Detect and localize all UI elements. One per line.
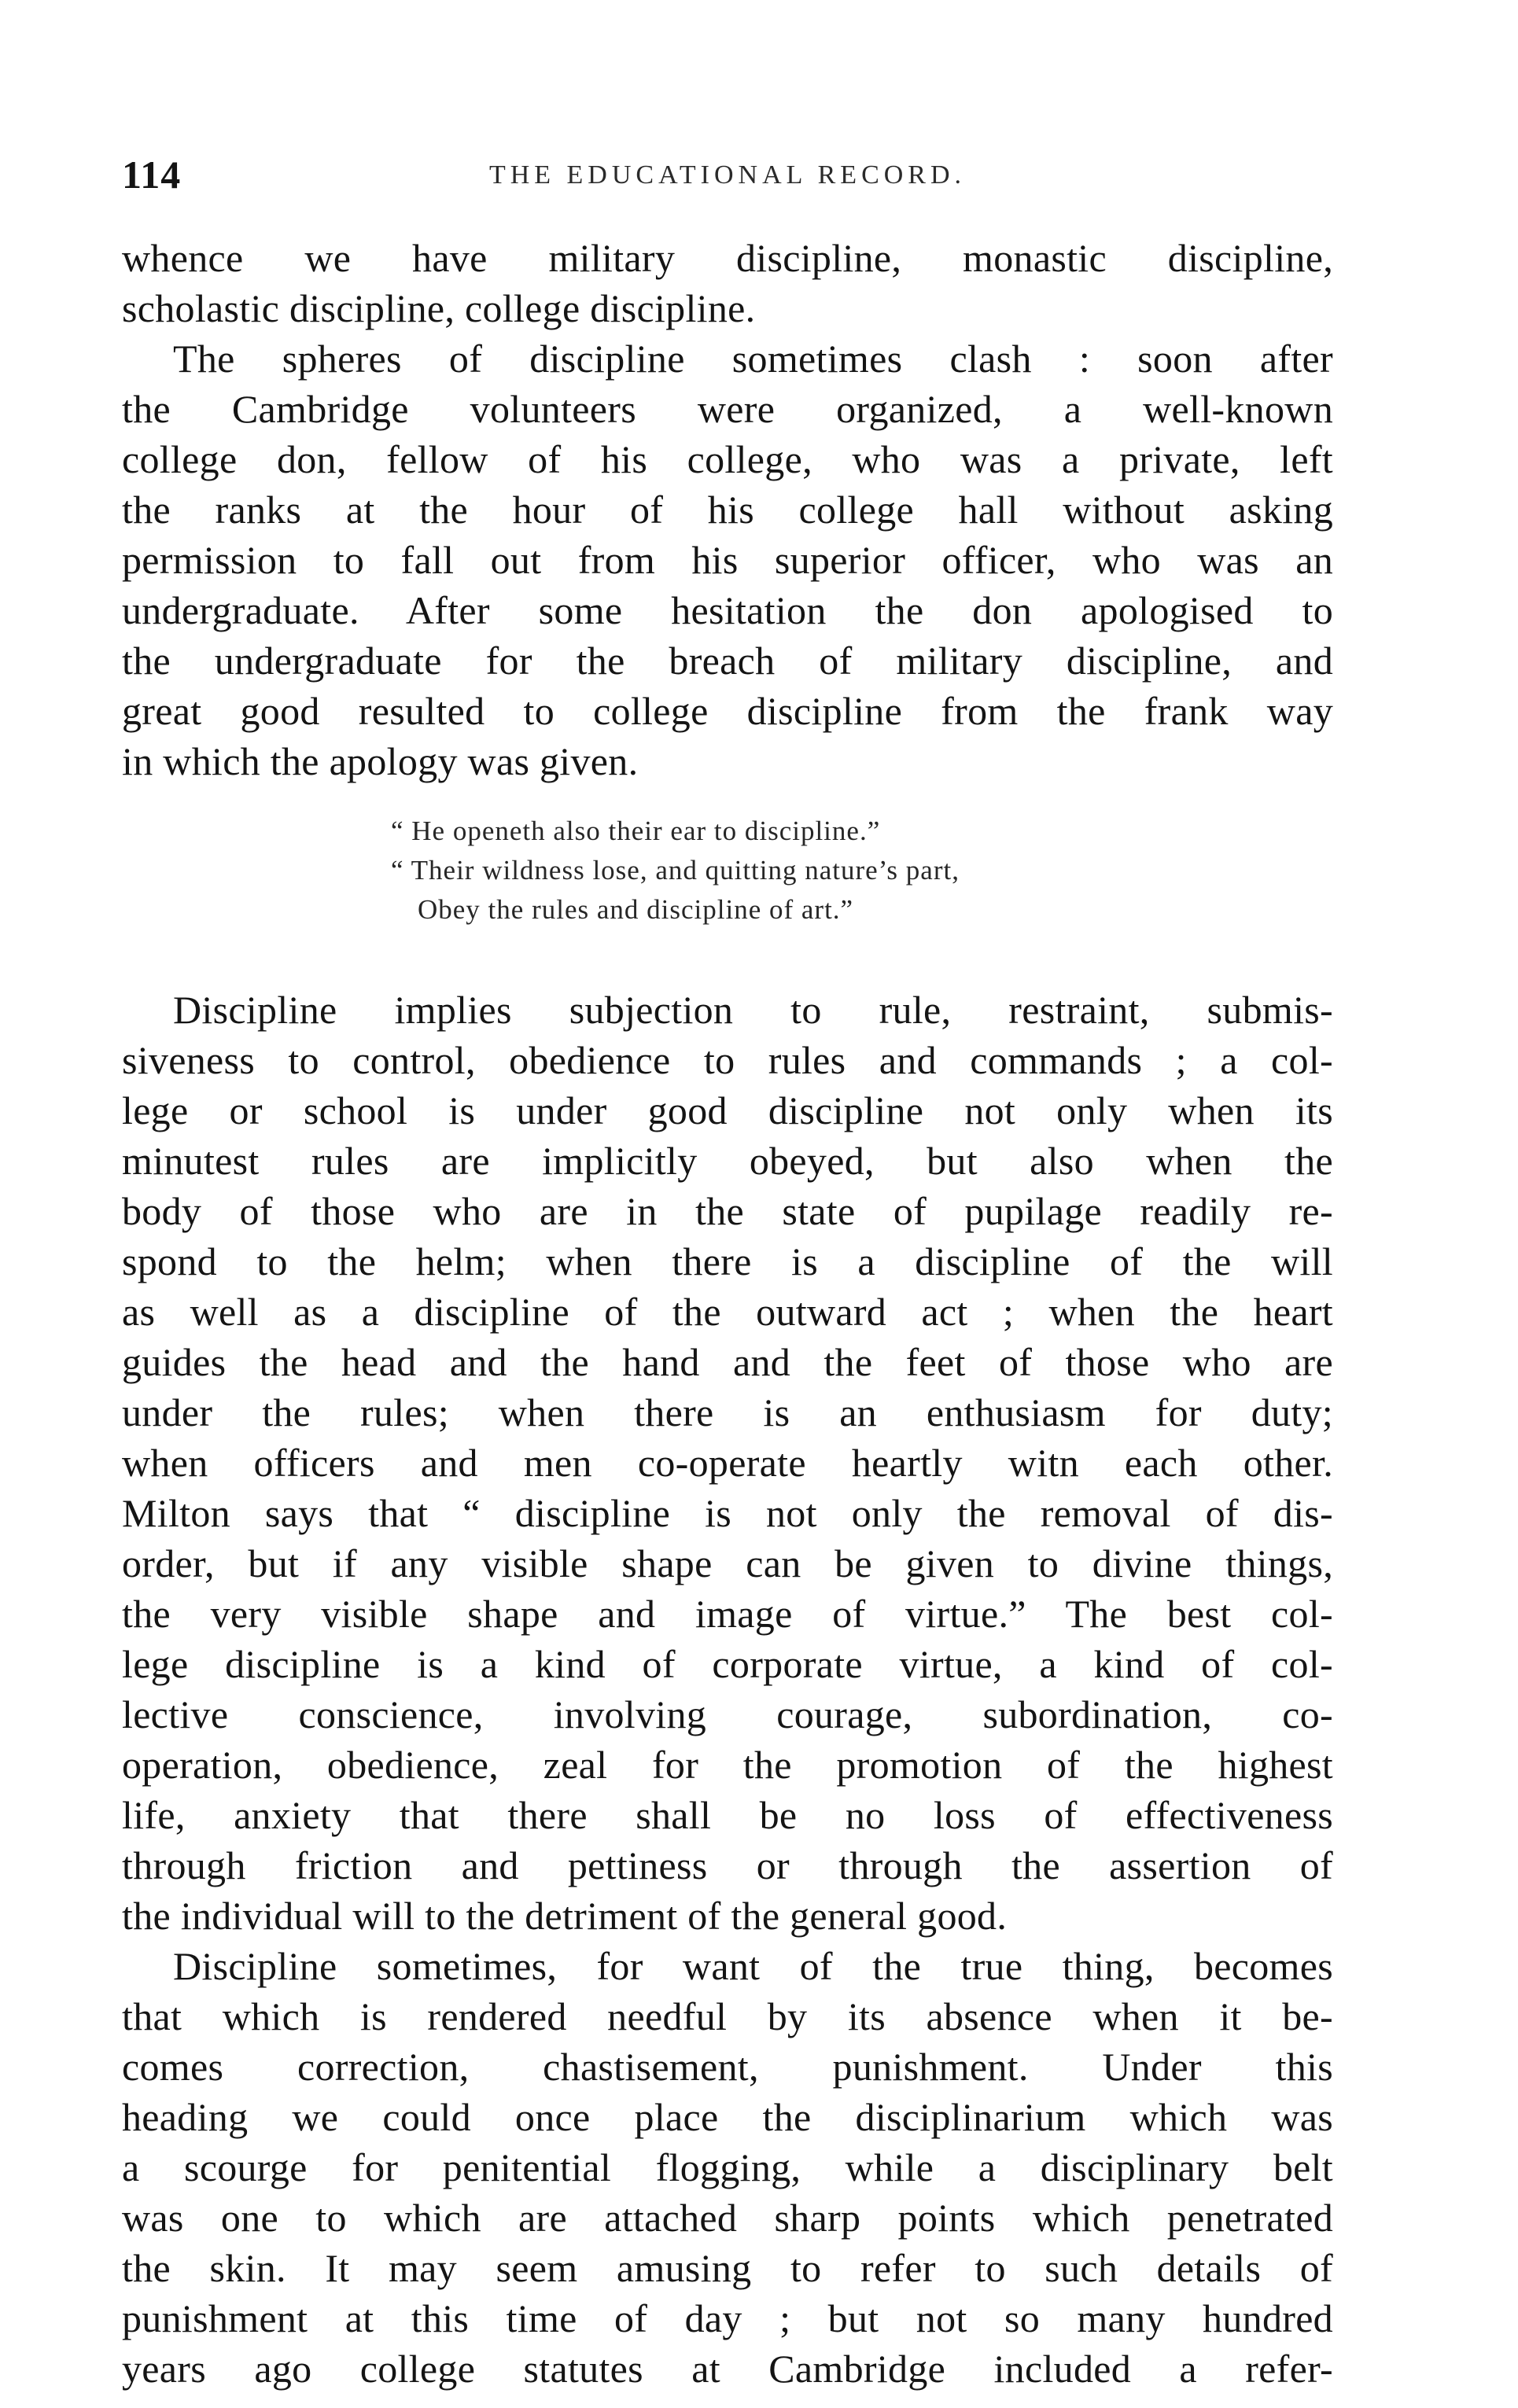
paragraph-1 [122, 233, 1333, 333]
text-line: comes correction, chastisement, punishment. Under this [122, 2045, 1333, 2089]
text-line: heading we could once place the disciplinarium which was [122, 2095, 1333, 2139]
text-line: The spheres of discipline sometimes clash : soon after [173, 337, 1333, 381]
text-line: operation, obedience, zeal for the promotion of the highest [122, 1743, 1333, 1787]
paragraph-3 [122, 985, 1333, 1941]
text-line: life, anxiety that there shall be no loss of effectiveness [122, 1793, 1333, 1837]
text-line: scholastic discipline, college discipline. [122, 286, 756, 330]
text-line: lege discipline is a kind of corporate virtue, a kind of col- [122, 1642, 1333, 1686]
text-line: body of those who are in the state of pupilage readily re- [122, 1189, 1333, 1233]
text-line: as well as a discipline of the outward act ; when the heart [122, 1290, 1333, 1334]
text-line: the Cambridge volunteers were organized, a well-known [122, 387, 1333, 431]
text-line: lective conscience, involving courage, subordination, co- [122, 1692, 1333, 1736]
paragraph-4 [122, 1941, 1333, 2394]
text-line: minutest rules are implicitly obeyed, but also when the [122, 1139, 1333, 1183]
page-number: 114 [122, 153, 182, 197]
text-line: order, but if any visible shape can be given to divine things, [122, 1541, 1333, 1585]
text-line: spond to the helm; when there is a discipline of the will [122, 1239, 1333, 1283]
text-line: years ago college statutes at Cambridge included a refer- [122, 2347, 1333, 2391]
text-line: the very visible shape and image of virtue.” The best col- [122, 1592, 1333, 1636]
text-line: Milton says that “ discipline is not only the removal of dis- [122, 1491, 1333, 1535]
text-line: was one to which are attached sharp points which penetrated [122, 2196, 1333, 2240]
running-head [122, 151, 1333, 198]
text-line: when officers and men co-operate heartly witn each other. [122, 1441, 1333, 1485]
book-page [122, 151, 1333, 2394]
text-line: under the rules; when there is an enthusiasm for duty; [122, 1390, 1333, 1434]
text-line: the skin. It may seem amusing to refer to such details of [122, 2246, 1333, 2290]
quote-line: Obey the rules and discipline of art.” [418, 894, 854, 925]
text-line: Discipline sometimes, for want of the true thing, becomes [173, 1944, 1333, 1988]
journal-title: THE EDUCATIONAL RECORD. [488, 160, 967, 190]
paragraph-2 [122, 333, 1333, 786]
text-line: undergraduate. After some hesitation the don apologised to [122, 588, 1333, 632]
text-line: lege or school is under good discipline not only when its [122, 1088, 1333, 1132]
text-line: the undergraduate for the breach of military discipline, and [122, 639, 1333, 683]
text-line: the ranks at the hour of his college hall without asking [122, 488, 1333, 532]
text-line: through friction and pettiness or through the assertion of [122, 1843, 1333, 1887]
quote-line: “ He openeth also their ear to discipline.” [391, 816, 881, 846]
text-line: Discipline implies subjection to rule, restraint, submis- [173, 988, 1333, 1032]
text-line: the individual will to the detriment of the general good. [122, 1894, 1008, 1938]
block-quote [122, 812, 1333, 930]
text-line: permission to fall out from his superior officer, who was an [122, 538, 1333, 582]
text-line: in which the apology was given. [122, 739, 639, 783]
quote-line: “ Their wildness lose, and quitting nature’s part, [391, 855, 960, 886]
text-line: punishment at this time of day ; but not so many hundred [122, 2296, 1333, 2340]
text-line: siveness to control, obedience to rules and commands ; a col- [122, 1038, 1333, 1082]
text-line: that which is rendered needful by its absence when it be- [122, 1994, 1333, 2038]
text-line: whence we have military discipline, monastic discipline, [122, 236, 1333, 280]
text-line: great good resulted to college discipline from the frank way [122, 689, 1333, 733]
text-line: college don, fellow of his college, who was a private, left [122, 437, 1333, 481]
text-line: guides the head and the hand and the feet of those who are [122, 1340, 1333, 1384]
text-line: a scourge for penitential flogging, while a disciplinary belt [122, 2145, 1333, 2189]
